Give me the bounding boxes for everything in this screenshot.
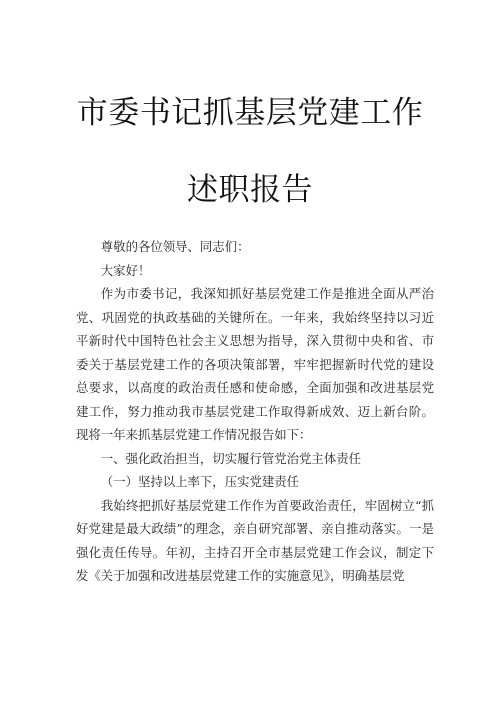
document-body [76,235,434,588]
subsection-heading-1: （一）坚持以上率下，压实党建责任 [100,474,300,489]
document-subtitle: 述职报告 [187,172,313,208]
greeting: 大家好！ [100,262,151,278]
document-title: 市委书记抓基层党建工作 [76,95,424,131]
salutation: 尊敬的各位领导、同志们： [100,239,250,254]
intro-paragraph: 作为市委书记，我深知抓好基层党建工作是推进全面从严治党、巩固党的执政基础的关键所在。一年来，我始终坚持以习近平新时代中国特色社会主义思想为指导，深入贯彻中央和省、市委关于基层党建工作的各项决策部署，牢牢把握新时代党的建设总要求，以高度的政治责任感和使命感，全面加强和改进基层党建工作，努力推动我市基层党建工作取得新成效、迈上新台阶。现将一年来抓基层党建工作情况报告如下： [76,286,434,442]
body-paragraph: 我始终把抓好基层党建工作作为首要政治责任，牢固树立“抓好党建是最大政绩”的理念，亲自研究部署、亲自推动落实。一是强化责任传导。年初，主持召开全市基层党建工作会议，制定下发《关于加强和改进基层党建工作的实施意见》，明确基层党 [76,497,434,583]
section-heading-1: 一、强化政治担当，切实履行管党治党主体责任 [100,450,361,466]
